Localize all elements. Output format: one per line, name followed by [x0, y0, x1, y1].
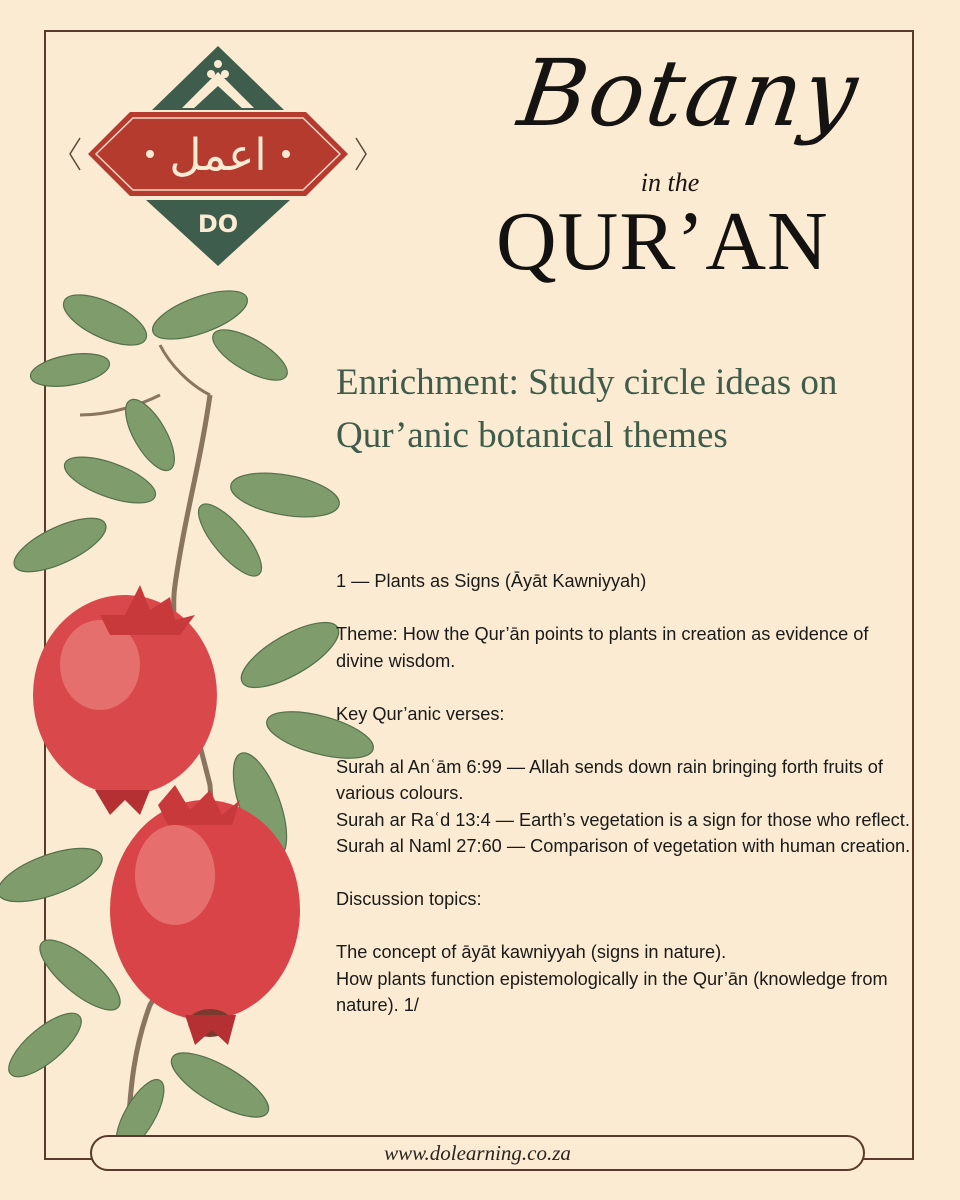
discussion-item: How plants function epistemologically in the Qur’ān (knowledge from nature). 1/: [336, 968, 888, 1015]
verse-item: Surah ar Raʿd 13:4 — Earth’s vegetation is a sign for those who reflect.: [336, 809, 910, 830]
section-heading: Enrichment: Study circle ideas on Qur’anic botanical themes: [336, 362, 838, 456]
pomegranate-illustration: [0, 285, 385, 1145]
verse-item: Surah al Naml 27:60 — Comparison of vegetation with human creation.: [336, 836, 911, 856]
pomegranate-upper: [33, 585, 217, 815]
title-botany: Botany: [512, 40, 866, 147]
logo-arabic: اعمل: [169, 130, 267, 181]
key-verses-label: Key Qur’anic verses:: [336, 703, 505, 724]
section-title: 1 — Plants as Signs (Āyāt Kawniyyah): [336, 571, 647, 591]
content-body: [336, 568, 916, 1019]
discussion-label: Discussion topics:: [336, 889, 482, 909]
discussion-item: The concept of āyāt kawniyyah (signs in nature).: [336, 942, 727, 962]
verse-item: Surah al Anʿām 6:99 — Allah sends down rain bringing forth fruits of various colours.: [336, 756, 883, 803]
theme-text: Theme: How the Qur’ān points to plants in creation as evidence of divine wisdom.: [336, 624, 869, 671]
logo-latin: DO: [197, 210, 239, 238]
title-quran: QUR’AN: [496, 195, 829, 288]
title-in-the: in the: [640, 168, 700, 197]
footer-url[interactable]: www.dolearning.co.za: [384, 1140, 571, 1165]
footer-bar: [90, 1135, 865, 1171]
do-logo: [68, 42, 368, 270]
